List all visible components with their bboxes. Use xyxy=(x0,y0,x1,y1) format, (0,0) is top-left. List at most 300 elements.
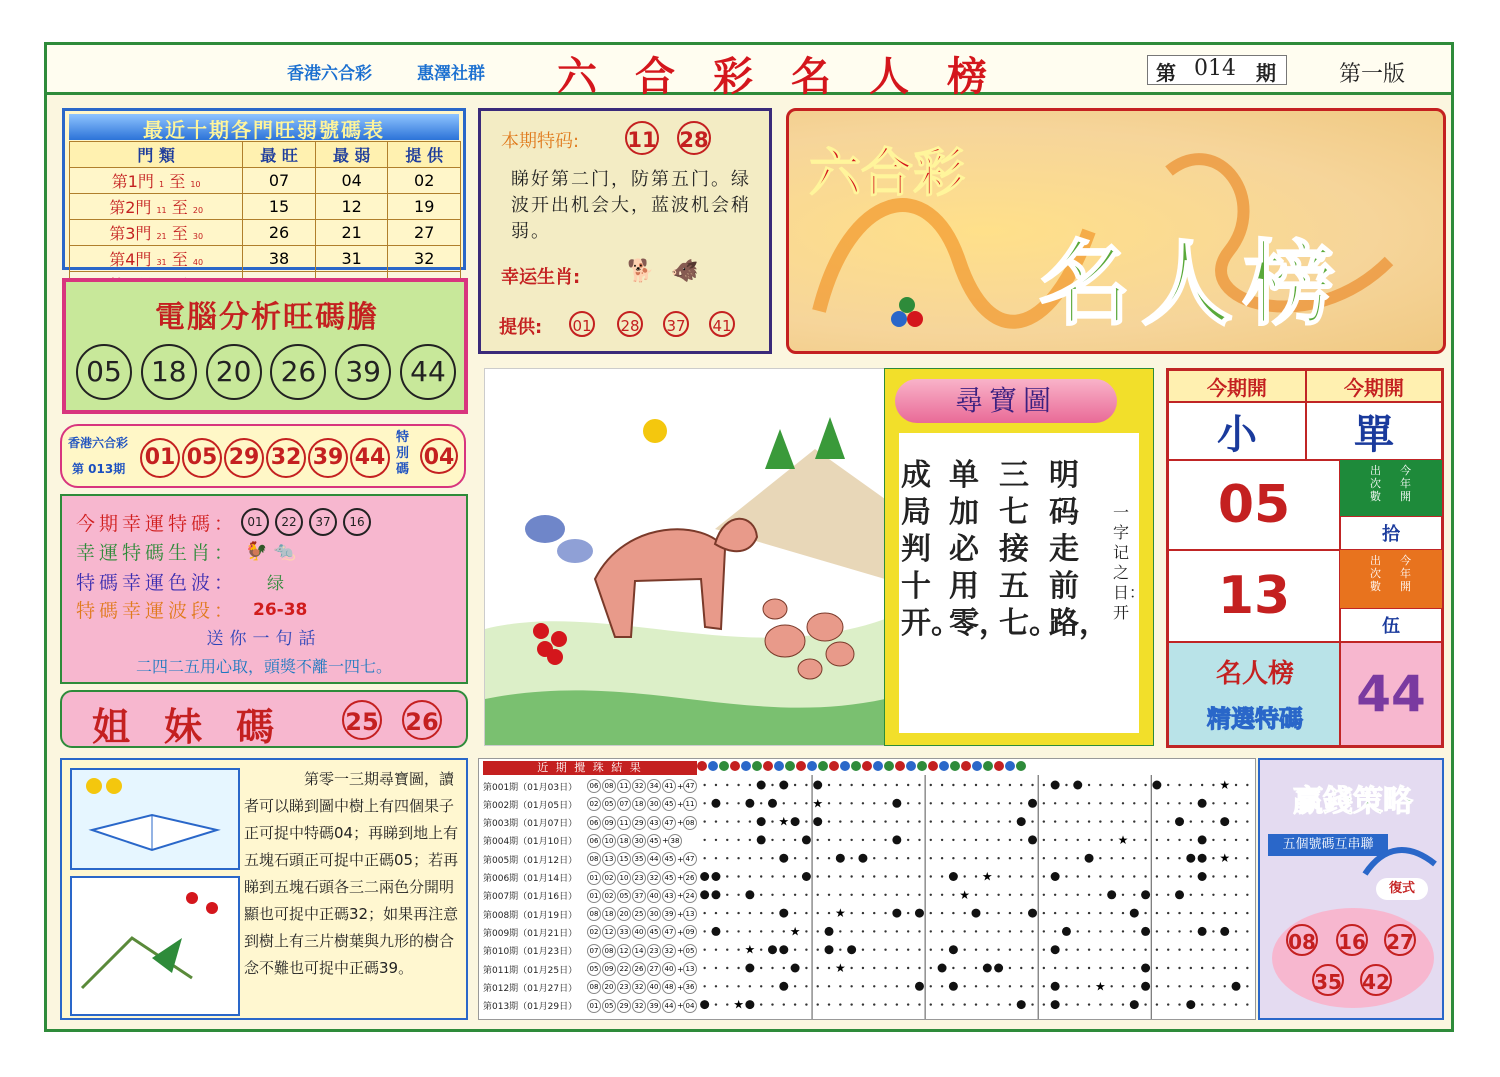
empty-dot xyxy=(850,802,852,804)
empty-dot xyxy=(975,802,977,804)
empty-dot xyxy=(1144,820,1146,822)
empty-dot xyxy=(986,857,988,859)
empty-dot xyxy=(817,1003,819,1005)
drawn-dot xyxy=(745,964,754,973)
empty-dot xyxy=(1178,839,1180,841)
table-row xyxy=(70,220,461,246)
result-row xyxy=(483,834,683,848)
result-number: 22 xyxy=(617,962,631,976)
empty-dot xyxy=(737,930,739,932)
result-number: 26 xyxy=(632,962,646,976)
empty-dot xyxy=(760,802,762,804)
empty-dot xyxy=(1077,912,1079,914)
stat-size: 小 xyxy=(1168,402,1306,460)
empty-dot xyxy=(997,857,999,859)
empty-dot xyxy=(771,839,773,841)
min-value: 04 xyxy=(315,168,388,194)
results-title: 近 期 攪 珠 結 果 xyxy=(483,761,697,775)
empty-dot xyxy=(850,967,852,969)
empty-dot xyxy=(1156,857,1158,859)
empty-dot xyxy=(1099,912,1101,914)
empty-dot xyxy=(963,930,965,932)
empty-dot xyxy=(884,820,886,822)
empty-dot xyxy=(1167,1003,1169,1005)
empty-dot xyxy=(1088,820,1090,822)
empty-dot xyxy=(1020,967,1022,969)
stat-tag-b: 出次數 xyxy=(1370,464,1381,503)
empty-dot xyxy=(862,839,864,841)
empty-dot xyxy=(715,820,717,822)
empty-dot xyxy=(963,875,965,877)
drawn-dot xyxy=(972,909,981,918)
empty-dot xyxy=(1009,967,1011,969)
result-number: 45 xyxy=(662,871,676,885)
empty-dot xyxy=(805,985,807,987)
result-number: 20 xyxy=(617,907,631,921)
result-issue: 第006期（01月14日） xyxy=(483,874,578,884)
drawn-dot xyxy=(745,1000,754,1009)
empty-dot xyxy=(1190,930,1192,932)
empty-dot xyxy=(771,967,773,969)
ball-green xyxy=(719,761,729,771)
result-plus: + xyxy=(677,1001,684,1011)
empty-dot xyxy=(873,894,875,896)
empty-dot xyxy=(896,949,898,951)
empty-dot xyxy=(952,784,954,786)
empty-dot xyxy=(850,894,852,896)
strategy-number: 16 xyxy=(1336,924,1368,956)
range-to: 30 xyxy=(192,232,204,241)
empty-dot xyxy=(986,894,988,896)
drawn-dot xyxy=(1028,909,1037,918)
result-number: 47 xyxy=(683,852,697,866)
empty-dot xyxy=(1009,784,1011,786)
empty-dot xyxy=(1110,875,1112,877)
empty-dot xyxy=(862,912,864,914)
empty-dot xyxy=(1122,1003,1124,1005)
empty-dot xyxy=(817,949,819,951)
stat-header: 今期開 xyxy=(1168,370,1306,402)
door-label: 第3門 xyxy=(109,224,152,243)
drawn-dot xyxy=(938,964,947,973)
empty-dot xyxy=(749,839,751,841)
ball-blue xyxy=(1005,761,1015,771)
empty-dot xyxy=(1110,820,1112,822)
lucky-range: 26-38 xyxy=(253,599,308,620)
empty-dot xyxy=(907,967,909,969)
empty-dot xyxy=(1235,784,1237,786)
empty-dot xyxy=(907,839,909,841)
result-number: 44 xyxy=(647,852,661,866)
publisher-group: 惠澤社群 xyxy=(417,64,485,84)
result-number: 40 xyxy=(647,980,661,994)
empty-dot xyxy=(749,930,751,932)
empty-dot xyxy=(884,784,886,786)
empty-dot xyxy=(1099,802,1101,804)
empty-dot xyxy=(1009,1003,1011,1005)
empty-dot xyxy=(930,875,932,877)
empty-dot xyxy=(783,802,785,804)
result-number: 08 xyxy=(602,779,616,793)
empty-dot xyxy=(1099,930,1101,932)
result-number: 06 xyxy=(587,816,601,830)
empty-dot xyxy=(930,985,932,987)
result-plus: + xyxy=(677,854,684,864)
empty-dot xyxy=(1065,1003,1067,1005)
result-number: 08 xyxy=(602,944,616,958)
drawn-dot xyxy=(915,909,924,918)
drawn-dot xyxy=(994,964,1003,973)
strategy-title: 贏錢策略 xyxy=(1293,784,1413,819)
result-number: 11 xyxy=(683,797,697,811)
empty-dot xyxy=(1246,894,1248,896)
empty-dot xyxy=(1235,894,1237,896)
empty-dot xyxy=(760,930,762,932)
special-star: ★ xyxy=(733,997,744,1012)
empty-dot xyxy=(1212,875,1214,877)
drawn-dot xyxy=(1220,927,1229,936)
result-number: 32 xyxy=(662,944,676,958)
empty-dot xyxy=(986,839,988,841)
strategy-oval xyxy=(1272,908,1434,1008)
story-panel xyxy=(60,758,468,1020)
empty-dot xyxy=(1212,839,1214,841)
result-issue: 第011期（01月25日） xyxy=(483,965,578,976)
result-number: 04 xyxy=(683,999,697,1013)
drawn-dot xyxy=(949,982,958,991)
empty-dot xyxy=(1178,930,1180,932)
empty-dot xyxy=(918,875,920,877)
empty-dot xyxy=(963,839,965,841)
empty-dot xyxy=(1122,985,1124,987)
empty-dot xyxy=(1031,857,1033,859)
empty-dot xyxy=(1190,912,1192,914)
result-number: 07 xyxy=(587,944,601,958)
empty-dot xyxy=(1178,784,1180,786)
empty-dot xyxy=(918,967,920,969)
drawn-dot xyxy=(1198,872,1207,881)
result-number: 10 xyxy=(617,871,631,885)
empty-dot xyxy=(1077,1003,1079,1005)
result-number: 45 xyxy=(647,834,661,848)
empty-dot xyxy=(771,820,773,822)
ball-red xyxy=(994,761,1004,771)
range-sep: 至 xyxy=(171,224,188,243)
empty-dot xyxy=(1144,857,1146,859)
drawn-dot xyxy=(802,835,811,844)
range-to: 20 xyxy=(192,206,204,215)
result-number: 40 xyxy=(647,889,661,903)
drawn-dot xyxy=(1141,927,1150,936)
last-draw-panel xyxy=(60,424,466,488)
empty-dot xyxy=(737,949,739,951)
result-number: 23 xyxy=(632,871,646,885)
result-number: 15 xyxy=(617,852,631,866)
brand-sub: 精選特碼 xyxy=(1207,705,1303,733)
drawn-dot xyxy=(1062,927,1071,936)
empty-dot xyxy=(941,1003,943,1005)
empty-dot xyxy=(862,930,864,932)
stat-tag-b: 出次數 xyxy=(1370,554,1381,593)
dog-scene-illustration xyxy=(485,369,885,745)
empty-dot xyxy=(975,875,977,877)
empty-dot xyxy=(1235,930,1237,932)
empty-dot xyxy=(726,857,728,859)
ball-blue xyxy=(873,761,883,771)
range-sep: 至 xyxy=(171,198,188,217)
result-plus: + xyxy=(677,964,684,974)
empty-dot xyxy=(726,1003,728,1005)
treasure-panel xyxy=(884,368,1154,746)
special-label: 本期特码: xyxy=(501,131,580,152)
drawn-dot xyxy=(1073,781,1082,790)
empty-dot xyxy=(975,839,977,841)
drawn-dot xyxy=(1028,799,1037,808)
empty-dot xyxy=(703,930,705,932)
result-issue: 第003期（01月07日） xyxy=(483,819,578,830)
empty-dot xyxy=(1043,802,1045,804)
empty-dot xyxy=(1201,967,1203,969)
empty-dot xyxy=(1190,967,1192,969)
empty-dot xyxy=(1190,985,1192,987)
result-number: 35 xyxy=(632,852,646,866)
ball-blue xyxy=(906,761,916,771)
empty-dot xyxy=(771,784,773,786)
empty-dot xyxy=(805,967,807,969)
ball-blue xyxy=(840,761,850,771)
empty-dot xyxy=(715,1003,717,1005)
empty-dot xyxy=(726,967,728,969)
result-number: 36 xyxy=(683,980,697,994)
range-from: 11 xyxy=(156,206,167,215)
empty-dot xyxy=(1246,912,1248,914)
special-star: ★ xyxy=(1094,979,1106,994)
result-number: 18 xyxy=(617,834,631,848)
drawn-dot xyxy=(836,854,845,863)
last-draw-number: 44 xyxy=(350,438,390,478)
empty-dot xyxy=(703,949,705,951)
empty-dot xyxy=(1043,985,1045,987)
empty-dot xyxy=(1167,875,1169,877)
empty-dot xyxy=(997,912,999,914)
empty-dot xyxy=(839,802,841,804)
empty-dot xyxy=(1246,985,1248,987)
empty-dot xyxy=(1065,820,1067,822)
drawn-dot xyxy=(768,945,777,954)
empty-dot xyxy=(986,1003,988,1005)
empty-dot xyxy=(771,894,773,896)
empty-dot xyxy=(1122,784,1124,786)
drawn-dot xyxy=(1051,872,1060,881)
drawn-dot xyxy=(768,799,777,808)
empty-dot xyxy=(896,857,898,859)
empty-dot xyxy=(850,930,852,932)
empty-dot xyxy=(1065,949,1067,951)
empty-dot xyxy=(930,949,932,951)
strategy-panel xyxy=(1258,758,1444,1020)
empty-dot xyxy=(1043,949,1045,951)
empty-dot xyxy=(918,930,920,932)
empty-dot xyxy=(1133,985,1135,987)
treasure-col: 单加必用零， xyxy=(949,458,1009,641)
empty-dot xyxy=(1110,930,1112,932)
empty-dot xyxy=(862,802,864,804)
empty-dot xyxy=(907,894,909,896)
drawn-dot xyxy=(983,964,992,973)
empty-dot xyxy=(1088,1003,1090,1005)
empty-dot xyxy=(941,949,943,951)
special-pick: 44 xyxy=(1340,642,1442,746)
ball-green xyxy=(884,761,894,771)
empty-dot xyxy=(1167,802,1169,804)
lucky-line-4: 特碼幸運波段： xyxy=(76,600,238,622)
empty-dot xyxy=(1043,930,1045,932)
special-star: ★ xyxy=(1219,778,1231,792)
empty-dot xyxy=(1122,894,1124,896)
empty-dot xyxy=(1178,875,1180,877)
result-number: 23 xyxy=(617,980,631,994)
empty-dot xyxy=(715,839,717,841)
ball-red xyxy=(763,761,773,771)
empty-dot xyxy=(918,802,920,804)
empty-dot xyxy=(1133,967,1135,969)
empty-dot xyxy=(1009,839,1011,841)
result-number: 30 xyxy=(647,907,661,921)
empty-dot xyxy=(986,985,988,987)
empty-dot xyxy=(1144,784,1146,786)
empty-dot xyxy=(1224,802,1226,804)
result-number: 24 xyxy=(683,889,697,903)
empty-dot xyxy=(794,912,796,914)
empty-dot xyxy=(839,949,841,951)
empty-dot xyxy=(963,784,965,786)
ball-red xyxy=(862,761,872,771)
empty-dot xyxy=(1246,1003,1248,1005)
empty-dot xyxy=(794,784,796,786)
empty-dot xyxy=(941,894,943,896)
empty-dot xyxy=(975,949,977,951)
empty-dot xyxy=(930,784,932,786)
empty-dot xyxy=(771,912,773,914)
min-value: 12 xyxy=(315,194,388,220)
empty-dot xyxy=(941,912,943,914)
empty-dot xyxy=(839,985,841,987)
result-number: 45 xyxy=(662,852,676,866)
empty-dot xyxy=(1031,820,1033,822)
empty-dot xyxy=(726,949,728,951)
give-number: 01 xyxy=(569,311,595,337)
ball-green xyxy=(752,761,762,771)
logo-big: 名人榜 xyxy=(1039,230,1346,338)
result-number: 06 xyxy=(587,779,601,793)
empty-dot xyxy=(963,857,965,859)
result-number: 44 xyxy=(662,999,676,1013)
last-draw-number: 29 xyxy=(224,438,264,478)
empty-dot xyxy=(817,875,819,877)
empty-dot xyxy=(1043,967,1045,969)
empty-dot xyxy=(986,820,988,822)
empty-dot xyxy=(1167,857,1169,859)
empty-dot xyxy=(862,949,864,951)
empty-dot xyxy=(794,949,796,951)
empty-dot xyxy=(963,949,965,951)
empty-dot xyxy=(1246,784,1248,786)
empty-dot xyxy=(986,912,988,914)
empty-dot xyxy=(1110,967,1112,969)
empty-dot xyxy=(1043,1003,1045,1005)
picture-panel xyxy=(484,368,886,746)
empty-dot xyxy=(783,894,785,896)
give-label: 提供: xyxy=(499,317,543,338)
empty-dot xyxy=(884,967,886,969)
result-number: 08 xyxy=(587,907,601,921)
empty-dot xyxy=(1235,820,1237,822)
empty-dot xyxy=(907,857,909,859)
empty-dot xyxy=(1054,802,1056,804)
result-row xyxy=(483,871,698,885)
empty-dot xyxy=(1065,839,1067,841)
empty-dot xyxy=(1224,875,1226,877)
empty-dot xyxy=(1054,912,1056,914)
empty-dot xyxy=(850,839,852,841)
result-number: 18 xyxy=(602,907,616,921)
col-header: 門 類 xyxy=(70,142,243,168)
ball-green xyxy=(851,761,861,771)
empty-dot xyxy=(839,1003,841,1005)
stat-count: 伍 xyxy=(1340,608,1442,642)
empty-dot xyxy=(737,820,739,822)
result-row xyxy=(483,816,698,830)
drawn-dot xyxy=(757,817,766,826)
empty-dot xyxy=(952,802,954,804)
max-value: 07 xyxy=(243,168,316,194)
empty-dot xyxy=(963,912,965,914)
empty-dot xyxy=(1020,985,1022,987)
special-text: 睇好第二门，防第五门。绿波开出机会大，蓝波机会稍弱。 xyxy=(511,169,751,242)
empty-dot xyxy=(975,967,977,969)
empty-dot xyxy=(997,894,999,896)
result-number: 11 xyxy=(617,779,631,793)
empty-dot xyxy=(1201,784,1203,786)
empty-dot xyxy=(1077,949,1079,951)
empty-dot xyxy=(1099,967,1101,969)
empty-dot xyxy=(839,875,841,877)
empty-dot xyxy=(862,875,864,877)
drawn-dot xyxy=(915,982,924,991)
empty-dot xyxy=(749,875,751,877)
result-number: 05 xyxy=(617,889,631,903)
empty-dot xyxy=(850,1003,852,1005)
empty-dot xyxy=(703,839,705,841)
empty-dot xyxy=(783,839,785,841)
empty-dot xyxy=(1235,802,1237,804)
empty-dot xyxy=(1110,784,1112,786)
empty-dot xyxy=(1144,949,1146,951)
drawn-dot xyxy=(1017,817,1026,826)
empty-dot xyxy=(726,930,728,932)
empty-dot xyxy=(1054,820,1056,822)
lucky-number: 37 xyxy=(309,508,337,536)
result-number: 08 xyxy=(587,980,601,994)
result-number: 01 xyxy=(587,999,601,1013)
empty-dot xyxy=(1144,875,1146,877)
last-draw-number: 39 xyxy=(308,438,348,478)
empty-dot xyxy=(873,875,875,877)
empty-dot xyxy=(1167,967,1169,969)
empty-dot xyxy=(1009,857,1011,859)
treasure-col: 三七接五七。 xyxy=(999,458,1059,641)
empty-dot xyxy=(1043,912,1045,914)
